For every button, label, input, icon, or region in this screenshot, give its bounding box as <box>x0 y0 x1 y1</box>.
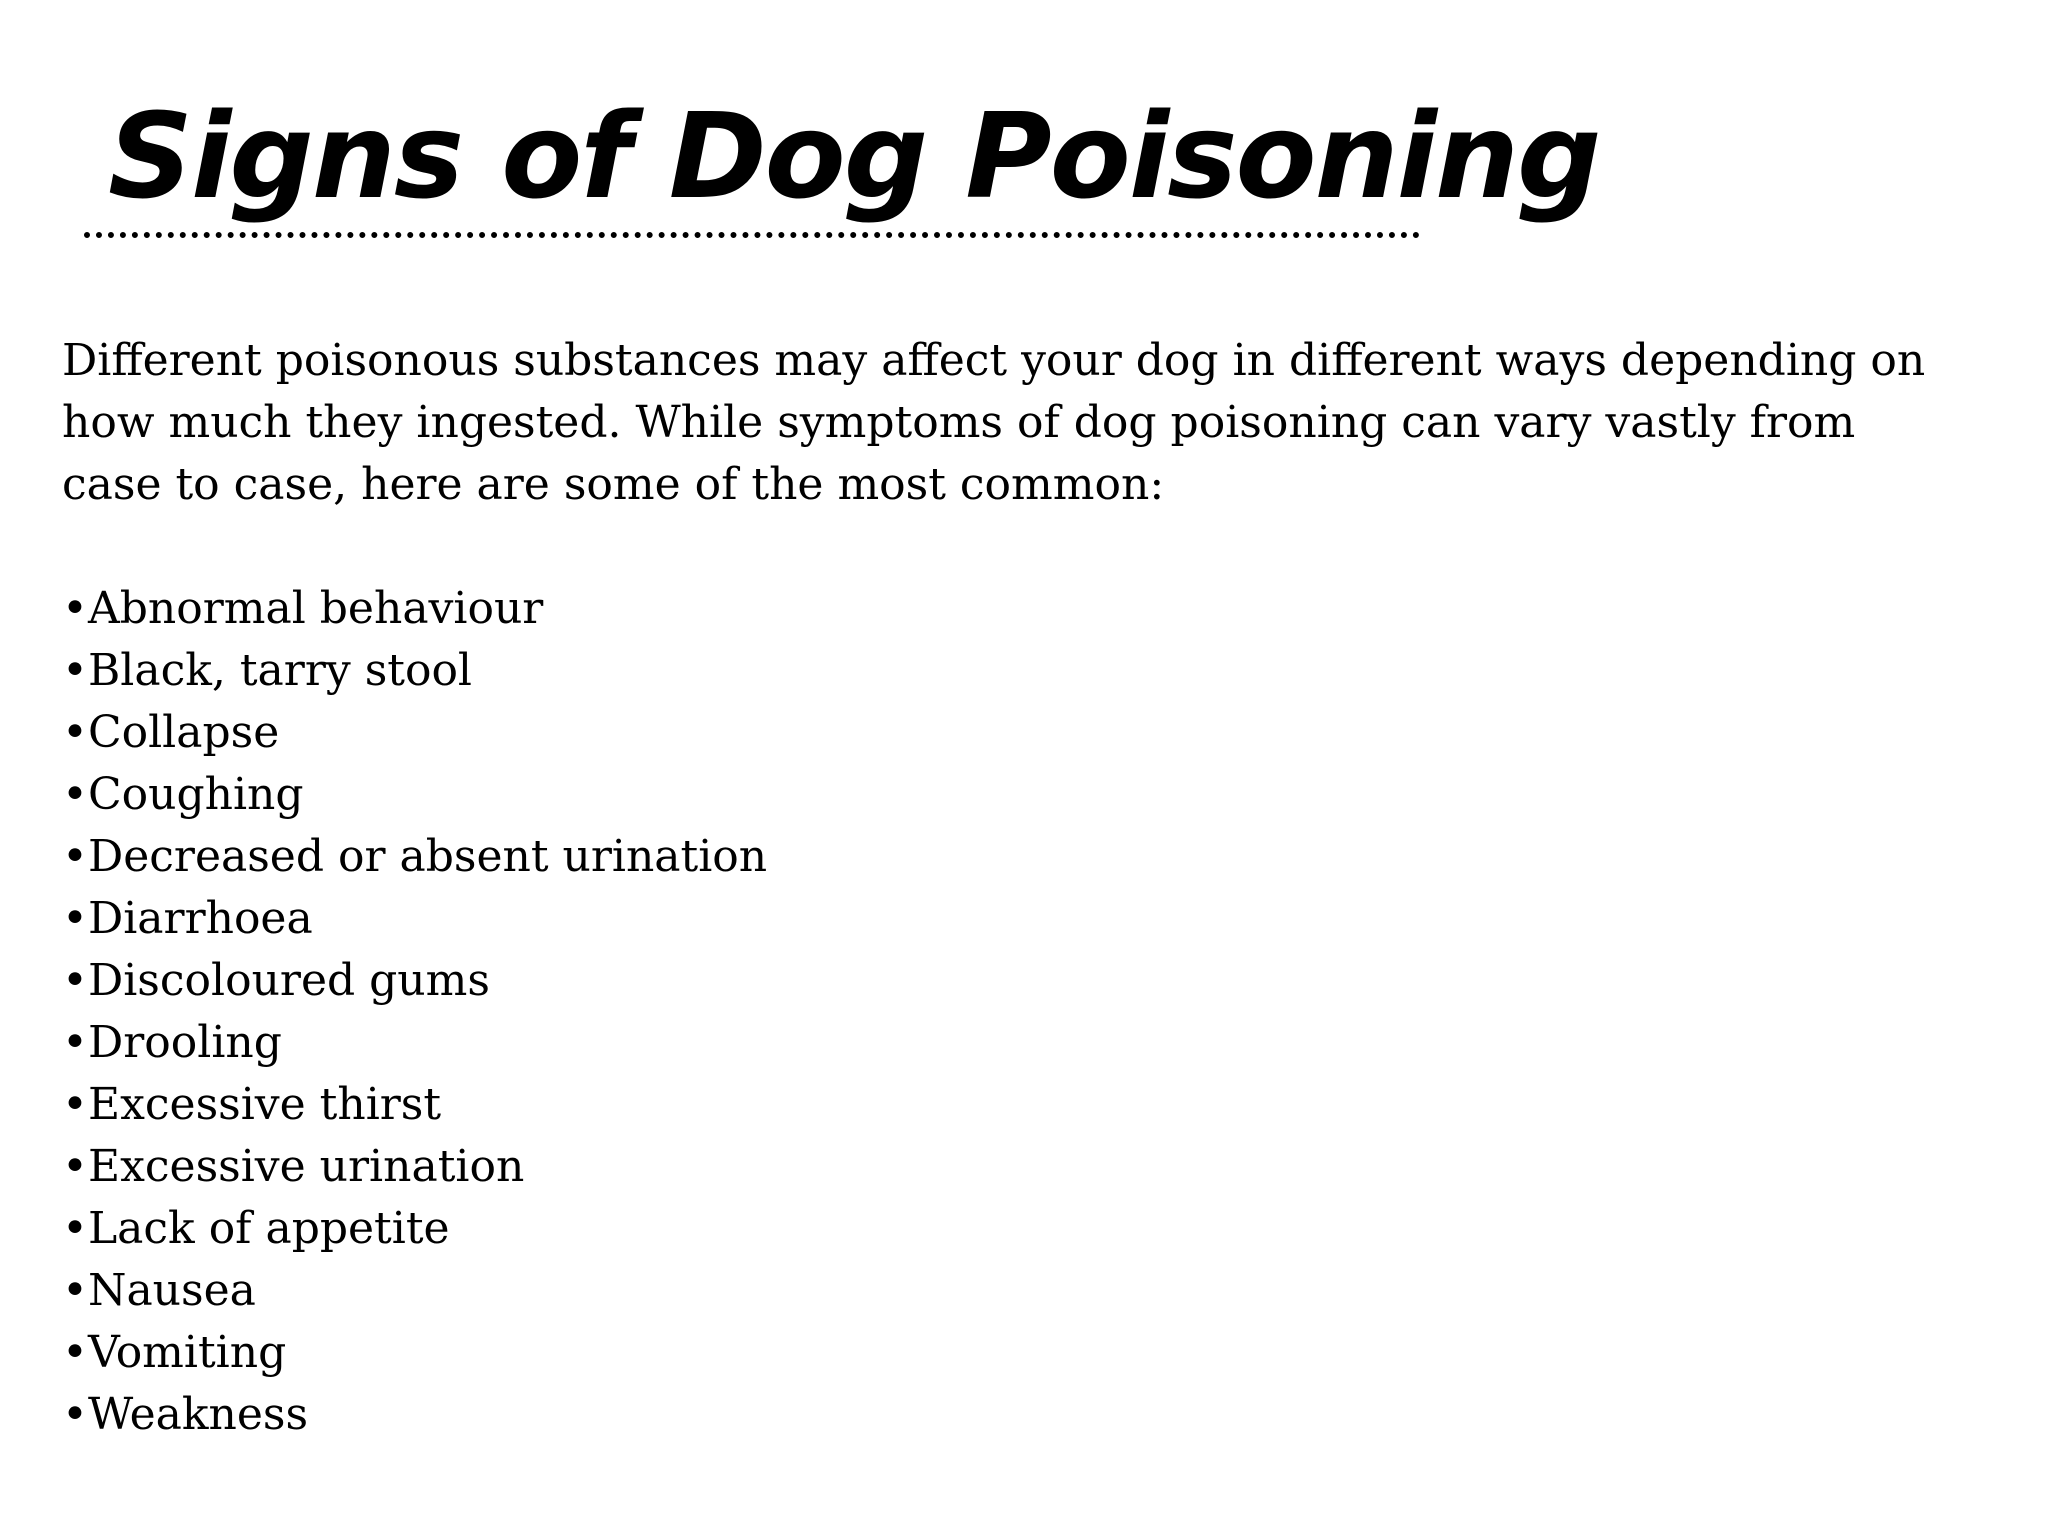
symptom-list <box>62 578 767 1446</box>
symptom-item: •Coughing <box>62 769 304 820</box>
symptom-item: •Drooling <box>62 1017 282 1068</box>
symptom-item: •Weakness <box>62 1389 309 1440</box>
symptom-item: •Excessive thirst <box>62 1079 442 1130</box>
symptom-item: •Vomiting <box>62 1327 287 1378</box>
intro-paragraph <box>62 330 2022 516</box>
intro-line: how much they ingested. While symptoms of dog poisoning can vary vastly from <box>62 397 1856 448</box>
symptom-item: •Collapse <box>62 707 280 758</box>
intro-line: case to case, here are some of the most common: <box>62 459 1165 510</box>
page-title: Signs of Dog Poisoning <box>108 87 1600 225</box>
symptom-item: •Nausea <box>62 1265 256 1316</box>
title-dotted-divider <box>84 232 1420 238</box>
symptom-item: •Excessive urination <box>62 1141 525 1192</box>
intro-line: Different poisonous substances may affect your dog in different ways depending on <box>62 335 1926 386</box>
symptom-item: •Black, tarry stool <box>62 645 473 696</box>
symptom-item: •Decreased or absent urination <box>62 831 768 882</box>
symptom-item: •Discoloured gums <box>62 955 490 1006</box>
symptom-item: •Diarrhoea <box>62 893 313 944</box>
symptom-item: •Lack of appetite <box>62 1203 450 1254</box>
symptom-item: •Abnormal behaviour <box>62 583 544 634</box>
